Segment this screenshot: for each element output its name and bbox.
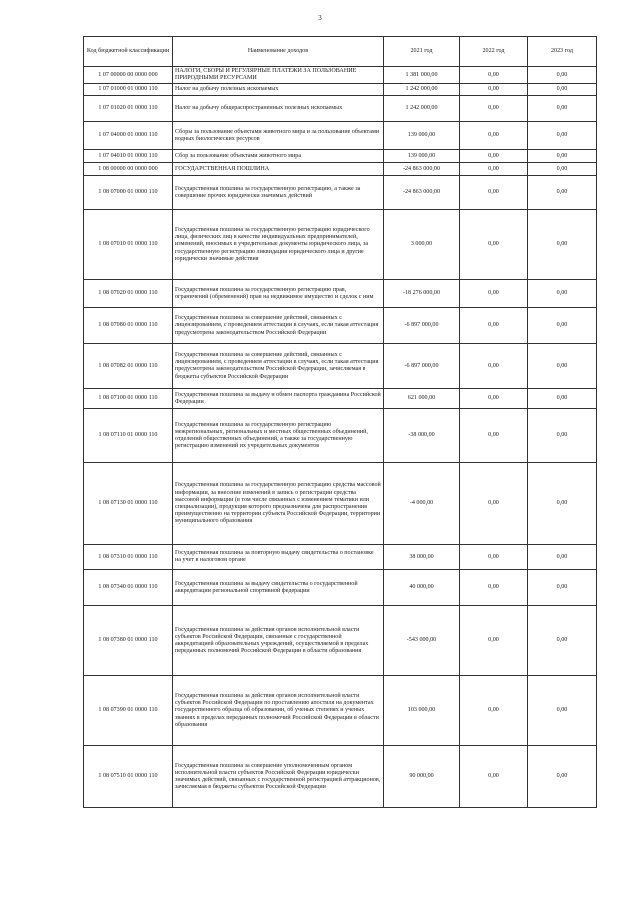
row-2023: 0,00 bbox=[528, 746, 597, 808]
row-name: Налог на добычу общераспространенных полезных ископаемых bbox=[173, 96, 384, 122]
row-name: Налог на добычу полезных ископаемых bbox=[173, 84, 384, 96]
header-2023: 2023 год bbox=[528, 37, 597, 67]
header-2021: 2021 год bbox=[384, 37, 460, 67]
row-2021: -4 000,00 bbox=[384, 463, 460, 545]
row-2022: 0,00 bbox=[460, 96, 528, 122]
row-2022: 0,00 bbox=[460, 409, 528, 463]
row-2023: 0,00 bbox=[528, 409, 597, 463]
row-2021: -24 863 000,00 bbox=[384, 163, 460, 176]
row-2022: 0,00 bbox=[460, 210, 528, 280]
row-name: Государственная пошлина за выдачу и обмен паспорта гражданина Российской Федерации bbox=[173, 389, 384, 409]
row-2021: 3 000,00 bbox=[384, 210, 460, 280]
row-name: Государственная пошлина за выдачу свидетельства о государственной аккредитации региональной спортивной федерации bbox=[173, 570, 384, 606]
row-name: Государственная пошлина за государственную регистрацию, а также за совершение прочих юридически значимых действий bbox=[173, 176, 384, 210]
row-code: 1 08 07390 01 0000 110 bbox=[84, 676, 173, 746]
row-2022: 0,00 bbox=[460, 122, 528, 150]
header-2022: 2022 год bbox=[460, 37, 528, 67]
row-2022: 0,00 bbox=[460, 280, 528, 308]
row-code: 1 07 00000 00 0000 000 bbox=[84, 67, 173, 84]
row-code: 1 08 07010 01 0000 110 bbox=[84, 210, 173, 280]
row-name: Государственная пошлина за совершение уполномоченным органом исполнительной власти субъектов Российской Федерации юридически значимых действий, связанных с государственной регистрацией аттракционов, зачисляемая в бюджеты субъектов Российской Федерации bbox=[173, 746, 384, 808]
row-2022: 0,00 bbox=[460, 545, 528, 570]
row-name: Государственная пошлина за государственную регистрацию средства массовой информации, за внесение изменений в запись о регистрации средства массовой информации (в том числе связанных с изменением тематики или специализации), продукция которого предназначена для распространения преимущественно на территории субъекта Российской Федерации, территории муниципального образования bbox=[173, 463, 384, 545]
row-name: ГОСУДАРСТВЕННАЯ ПОШЛИНА bbox=[173, 163, 384, 176]
row-2021: 139 000,00 bbox=[384, 122, 460, 150]
row-code: 1 07 04010 01 0000 110 bbox=[84, 150, 173, 163]
row-name: Государственная пошлина за действия органов исполнительной власти субъектов Российской Федерации по проставлению апостиля на документах государственного образца об образовании, об ученых степенях и ученых званиях в пределах переданных полномочий Российской Федерации в области образования bbox=[173, 676, 384, 746]
table-row bbox=[84, 570, 597, 606]
header-name: Наименование доходов bbox=[173, 37, 384, 67]
table-row bbox=[84, 84, 597, 96]
row-2023: 0,00 bbox=[528, 389, 597, 409]
table-row bbox=[84, 746, 597, 808]
table-row bbox=[84, 210, 597, 280]
row-name: Государственная пошлина за совершение действий, связанных с лицензированием, с проведением аттестации в случаях, если такая аттестация предусмотрена законодательством Российской Федерации bbox=[173, 308, 384, 344]
row-2023: 0,00 bbox=[528, 210, 597, 280]
row-2023: 0,00 bbox=[528, 96, 597, 122]
row-code: 1 08 07100 01 0000 110 bbox=[84, 389, 173, 409]
table-row bbox=[84, 463, 597, 545]
row-2021: 103 000,00 bbox=[384, 676, 460, 746]
row-2021: -6 897 000,00 bbox=[384, 308, 460, 344]
row-code: 1 08 07510 01 0000 110 bbox=[84, 746, 173, 808]
row-2021: 90 000,00 bbox=[384, 746, 460, 808]
table-row bbox=[84, 545, 597, 570]
row-2022: 0,00 bbox=[460, 163, 528, 176]
row-2021: -24 863 000,00 bbox=[384, 176, 460, 210]
table-row bbox=[84, 67, 597, 84]
row-code: 1 08 00000 00 0000 000 bbox=[84, 163, 173, 176]
row-2021: 38 000,00 bbox=[384, 545, 460, 570]
row-code: 1 08 07310 01 0000 110 bbox=[84, 545, 173, 570]
row-2021: -6 897 000,00 bbox=[384, 344, 460, 389]
table-row bbox=[84, 389, 597, 409]
row-name: Государственная пошлина за государственную регистрацию прав, ограничений (обременений) прав на недвижимое имущество и сделок с ним bbox=[173, 280, 384, 308]
table-row bbox=[84, 280, 597, 308]
row-2022: 0,00 bbox=[460, 570, 528, 606]
row-2023: 0,00 bbox=[528, 280, 597, 308]
row-name: Государственная пошлина за совершение действий, связанных с лицензированием, с проведением аттестации в случаях, если такая аттестация предусмотрена законодательством Российской Федерации, зачисляемая в бюджеты субъектов Российской Федерации bbox=[173, 344, 384, 389]
row-2023: 0,00 bbox=[528, 308, 597, 344]
row-code: 1 08 07082 01 0000 110 bbox=[84, 344, 173, 389]
row-2021: 621 000,00 bbox=[384, 389, 460, 409]
row-2022: 0,00 bbox=[460, 176, 528, 210]
row-2023: 0,00 bbox=[528, 163, 597, 176]
row-2022: 0,00 bbox=[460, 150, 528, 163]
row-2022: 0,00 bbox=[460, 606, 528, 676]
row-2021: -18 276 000,00 bbox=[384, 280, 460, 308]
row-code: 1 07 01020 01 0000 110 bbox=[84, 96, 173, 122]
row-2021: -38 000,00 bbox=[384, 409, 460, 463]
row-code: 1 07 01000 01 0000 110 bbox=[84, 84, 173, 96]
row-2023: 0,00 bbox=[528, 84, 597, 96]
row-2022: 0,00 bbox=[460, 84, 528, 96]
row-2022: 0,00 bbox=[460, 344, 528, 389]
row-2021: 1 242 000,00 bbox=[384, 84, 460, 96]
table-row bbox=[84, 176, 597, 210]
row-2023: 0,00 bbox=[528, 67, 597, 84]
row-2021: 1 242 000,00 bbox=[384, 96, 460, 122]
table-row bbox=[84, 676, 597, 746]
table-row bbox=[84, 308, 597, 344]
row-2022: 0,00 bbox=[460, 676, 528, 746]
row-2022: 0,00 bbox=[460, 463, 528, 545]
row-2022: 0,00 bbox=[460, 308, 528, 344]
row-code: 1 07 04000 01 0000 110 bbox=[84, 122, 173, 150]
row-2021: 1 381 000,00 bbox=[384, 67, 460, 84]
header-code: Код бюджетной классификации bbox=[84, 37, 173, 67]
table-row bbox=[84, 606, 597, 676]
row-name: Государственная пошлина за государственную регистрацию межрегиональных, региональных и местных общественных объединений, отделений общественных объединений, а также за государственную регистрацию изменений их учредительных документов bbox=[173, 409, 384, 463]
row-2023: 0,00 bbox=[528, 463, 597, 545]
row-name: Государственная пошлина за государственную регистрацию юридического лица, физических лиц в качестве индивидуальных предпринимателей, изменений, вносимых в учредительные документы юридического лица, за государственную регистрацию ликвидации юридического лица и другие юридически значимые действия bbox=[173, 210, 384, 280]
table-row bbox=[84, 96, 597, 122]
row-2021: 40 000,00 bbox=[384, 570, 460, 606]
row-2023: 0,00 bbox=[528, 676, 597, 746]
table-row bbox=[84, 122, 597, 150]
table-header-row bbox=[84, 37, 597, 67]
row-code: 1 08 07130 01 0000 110 bbox=[84, 463, 173, 545]
row-2023: 0,00 bbox=[528, 150, 597, 163]
table-row bbox=[84, 163, 597, 176]
row-name: Сборы за пользование объектами животного мира и за пользование объектами водных биологических ресурсов bbox=[173, 122, 384, 150]
page-number: 3 bbox=[318, 14, 322, 22]
row-2023: 0,00 bbox=[528, 344, 597, 389]
row-name: НАЛОГИ, СБОРЫ И РЕГУЛЯРНЫЕ ПЛАТЕЖИ ЗА ПОЛЬЗОВАНИЕ ПРИРОДНЫМИ РЕСУРСАМИ bbox=[173, 67, 384, 84]
row-code: 1 08 07020 01 0000 110 bbox=[84, 280, 173, 308]
row-2023: 0,00 bbox=[528, 606, 597, 676]
table-row bbox=[84, 409, 597, 463]
revenue-table bbox=[83, 36, 597, 808]
row-2021: -543 000,00 bbox=[384, 606, 460, 676]
row-2022: 0,00 bbox=[460, 746, 528, 808]
row-code: 1 08 07080 01 0000 110 bbox=[84, 308, 173, 344]
row-name: Государственная пошлина за повторную выдачу свидетельства о постановке на учет в налоговом органе bbox=[173, 545, 384, 570]
row-code: 1 08 07380 01 0000 110 bbox=[84, 606, 173, 676]
row-name: Государственная пошлина за действия органов исполнительной власти субъектов Российской Федерации, связанные с государственной аккредитацией образовательных учреждений, осуществляемой в пределах переданных полномочий Российской Федерации в области образования bbox=[173, 606, 384, 676]
row-code: 1 08 07110 01 0000 110 bbox=[84, 409, 173, 463]
row-code: 1 08 07000 01 0000 110 bbox=[84, 176, 173, 210]
row-2022: 0,00 bbox=[460, 67, 528, 84]
row-2021: 139 000,00 bbox=[384, 150, 460, 163]
row-2023: 0,00 bbox=[528, 545, 597, 570]
row-2023: 0,00 bbox=[528, 176, 597, 210]
table-row bbox=[84, 150, 597, 163]
row-2023: 0,00 bbox=[528, 570, 597, 606]
row-name: Сбор за пользование объектами животного мира bbox=[173, 150, 384, 163]
table-row bbox=[84, 344, 597, 389]
row-2022: 0,00 bbox=[460, 389, 528, 409]
row-2023: 0,00 bbox=[528, 122, 597, 150]
row-code: 1 08 07340 01 0000 110 bbox=[84, 570, 173, 606]
